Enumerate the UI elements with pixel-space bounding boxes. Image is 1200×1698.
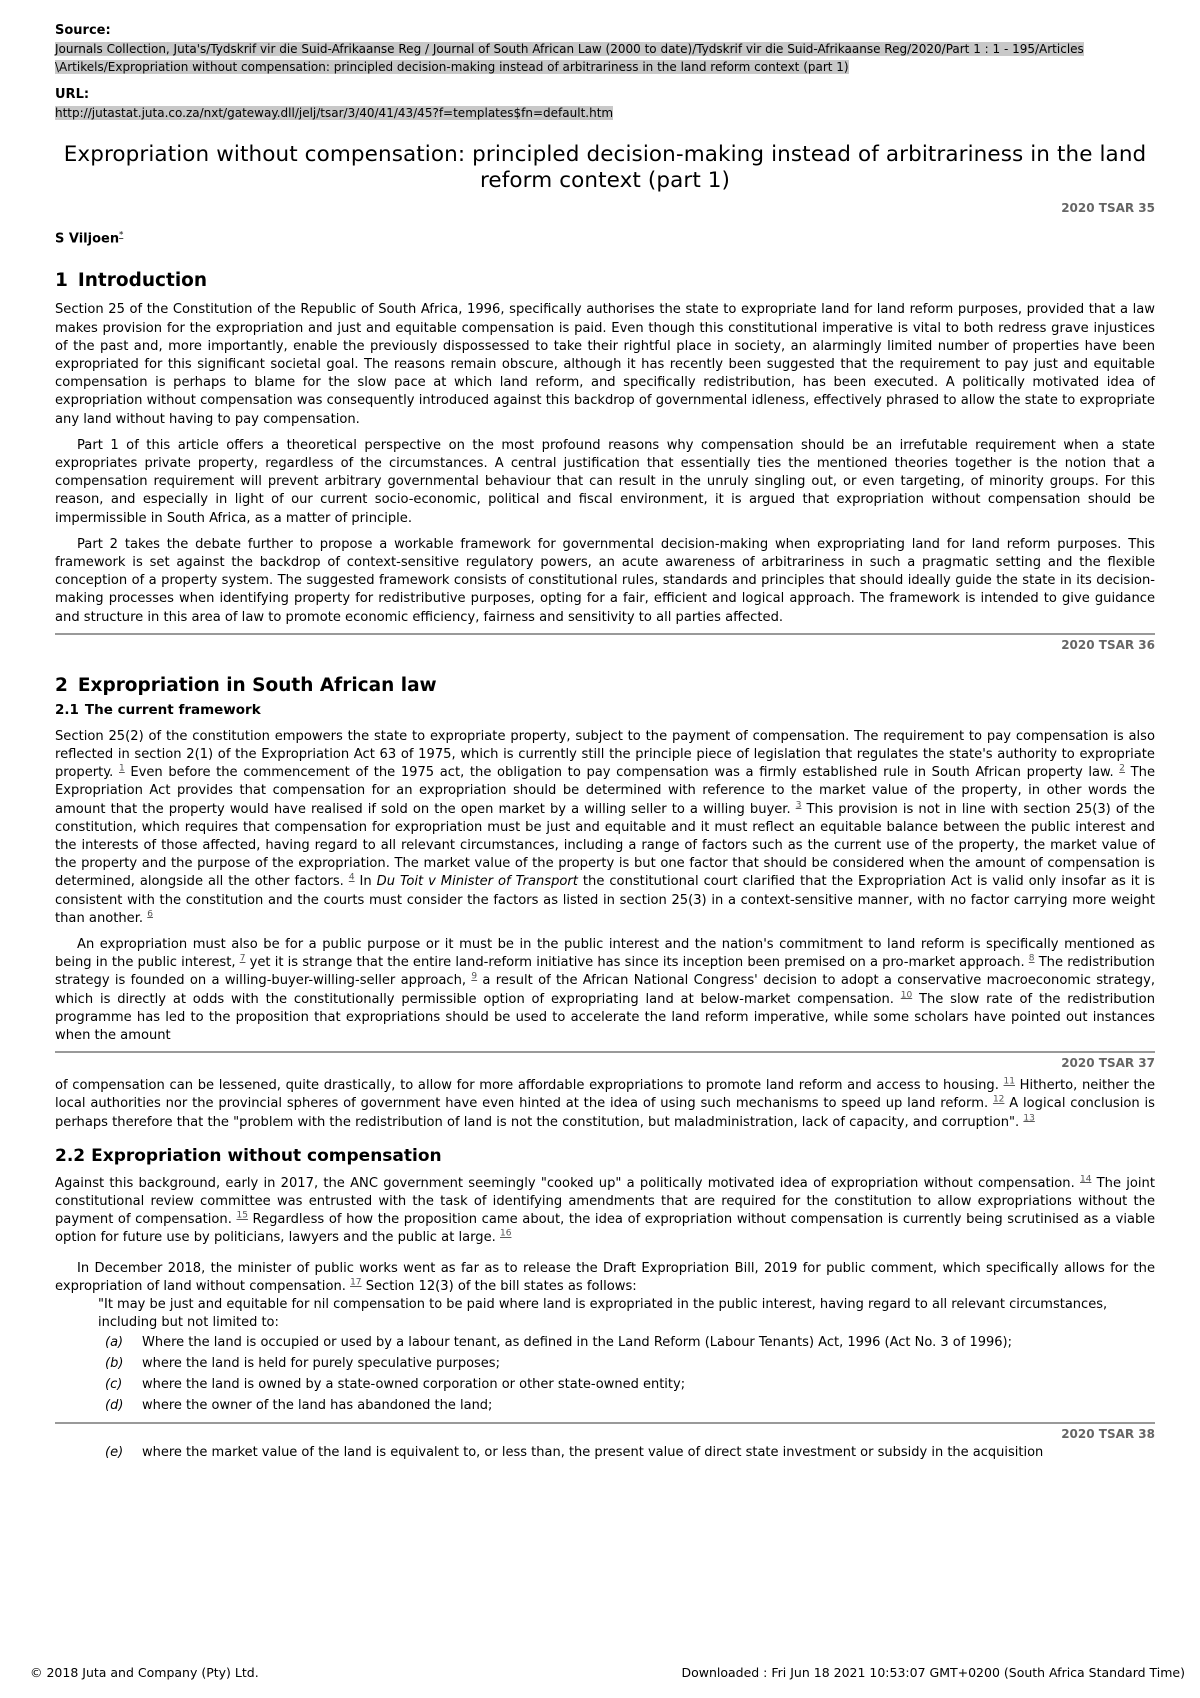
bill-items-list-continued xyxy=(105,1442,1155,1463)
item-label: (c) xyxy=(105,1377,123,1393)
footnote-link[interactable]: 7 xyxy=(239,953,246,964)
section-1-title: Introduction xyxy=(77,270,208,292)
subsection-2-2-number: 2.2 xyxy=(55,1145,86,1166)
list-item xyxy=(105,1442,1155,1463)
footnote-link[interactable]: 16 xyxy=(500,1229,512,1240)
page-ref-35: 2020 TSAR 35 xyxy=(1061,201,1155,215)
intro-paragraph-2: Part 1 of this article offers a theoretical perspective on the most profound reasons why compensation should be an irrefutable requirement when a state expropriates private property, regardless of the circumstances. A central justification that essentially ties the mentioned theories together is the notion that a compensation requirement will prevent arbitrary governmental behaviour that can result in the unruly singling out, or even targeting, of minority groups. For this reason, and especially in light of our current socio-economic, political and fiscal environment, it is argued that expropriation without compensation should be impermissible in South Africa, as a matter of principle. xyxy=(55,437,1155,526)
list-item xyxy=(105,1374,1155,1395)
bill-items-list xyxy=(105,1332,1155,1416)
page-ref-38: 2020 TSAR 38 xyxy=(1061,1427,1155,1442)
footnote-link[interactable]: 14 xyxy=(1080,1174,1092,1185)
framework-paragraph-3: of compensation can be lessened, quite drastically, to allow for more affordable expropriations to promote land reform and access to housing. $^{11}$ Hitherto, neither the local authorities nor the provincial spheres of government have even hinted at the idea of using such mechanisms to speed up land reform. $^{12}$ A logical conclusion is perhaps therefore that the "problem with the redistribution of land is not the constitution, but maladministration, lack of capacity, and corruption". $^{13}$ xyxy=(55,1076,1155,1130)
url-label: URL: xyxy=(55,87,90,102)
section-2-title: Expropriation in South African law xyxy=(77,674,437,696)
page-ref-37: 2020 TSAR 37 xyxy=(1061,1056,1155,1071)
subsection-2-1-number: 2.1 xyxy=(55,701,79,718)
subsection-2-1-heading xyxy=(55,701,1155,719)
article-title: Expropriation without compensation: principled decision-making instead of arbitrariness in the land reform context (part 1) xyxy=(63,142,1147,193)
framework-paragraph-2: An expropriation must also be for a public purpose or it must be in the public interest and the nation's commitment to land reform is specifically mentioned as being in the public interest, $^7$ yet it is strange that the entire land-reform initiative has since its inception been premised on a pro-market approach. $^8$ The redistribution strategy is founded on a willing-buyer-willing-seller approach, $^9$ a result of the African National Congress' decision to adopt a conservative macroeconomic strategy, which is directly at odds with the constitutionally permissible option of expropriating land at below-market compensation. $^{10}$ The slow rate of the redistribution programme has led to the proposition that expropriations should be used to accelerate the land reform imperative, while some scholars have pointed out instances when the amount xyxy=(55,937,1156,1044)
copyright-notice: © 2018 Juta and Company (Pty) Ltd. xyxy=(30,1665,259,1680)
ewc-paragraph-2: In December 2018, the minister of public works went as far as to release the Draft Expropriation Bill, 2019 for public comment, which specifically allows for the expropriation of land without compensation. $^{17}$ Section 12(3) of the bill states as follows: xyxy=(55,1260,1155,1294)
subsection-2-2-title: Expropriation without compensation xyxy=(91,1145,442,1166)
list-item xyxy=(105,1332,1155,1353)
intro-paragraph-1: Section 25 of the Constitution of the Republic of South Africa, 1996, specifically authorises the state to expropriate land for land reform purposes, provided that a law makes provision for the expropriation and just and equitable compensation is paid. Even though this constitutional imperative is vital to both redress grave injustices of the past and, more importantly, enable the previously dispossessed to take their rightful place in society, an alarmingly limited number of properties have been expropriated for this significant societal goal. The reasons remain obscure, although it has recently been suggested that the requirement to pay just and equitable compensation is perhaps to blame for the slow pace at which land reform, and specifically redistribution, has been executed. A politically motivated idea of expropriation without compensation was consequently introduced against this backdrop of governmental idleness, effectively phrased to allow the state to expropriate any land without having to pay compensation. xyxy=(55,302,1155,427)
page-divider xyxy=(55,1051,1155,1053)
item-label: (a) xyxy=(105,1335,124,1351)
footnote-link[interactable]: 8 xyxy=(1028,953,1035,964)
footnote-link[interactable]: 17 xyxy=(350,1277,362,1288)
source-text: Journals Collection, Juta's/Tydskrif vir die Suid-Afrikaanse Reg / Journal of South African Law (2000 to date)/Tydskrif vir die Suid-Afrikaanse Reg/2020/Part 1 : 1 - 195/Articles \Artikels/Expropriation without compensation: principled decision-making instead of arbitrariness in the land reform context (part 1) xyxy=(55,42,1084,74)
footnote-link[interactable]: 3 xyxy=(795,800,802,811)
author xyxy=(55,226,1155,248)
section-2-number: 2 xyxy=(55,674,68,696)
footnote-link[interactable]: 4 xyxy=(348,873,355,884)
author-name: S Viljoen xyxy=(55,231,120,247)
item-label: (d) xyxy=(105,1398,124,1414)
list-item xyxy=(105,1395,1155,1416)
footnote-link[interactable]: 10 xyxy=(900,990,913,1001)
document-page xyxy=(55,22,1155,1463)
list-item xyxy=(105,1353,1155,1374)
intro-paragraph-3: Part 2 takes the debate further to propose a workable framework for governmental decision-making when expropriating land for land reform purposes. This framework is set against the backdrop of context-sensitive regulatory powers, an acute awareness of arbitrariness in such a pragmatic setting and the flexible conception of a property system. The suggested framework consists of constitutional rules, standards and principles that should ideally guide the state in its decision-making processes when identifying property for redistributive purposes, opting for a fair, efficient and logical approach. The framework is intended to give guidance and structure in this area of law to promote economic efficiency, fairness and sensitivity to all parties affected. xyxy=(55,536,1155,625)
source-value xyxy=(55,40,1155,76)
ewc-paragraph-1: Against this background, early in 2017, the ANC government seemingly "cooked up" a politically motivated idea of expropriation without compensation. $^{14}$ The joint constitutional review committee was entrusted with the task of identifying amendments that are required for the constitution to allow expropriations without the payment of compensation. $^{15}$ Regardless of how the proposition came about, the idea of expropriation without compensation is currently being scrutinised as a viable option for future use by politicians, lawyers and the public at large. $^{16}$ xyxy=(55,1174,1155,1246)
footnote-link[interactable]: 12 xyxy=(992,1095,1005,1106)
footnote-link[interactable]: 15 xyxy=(236,1210,248,1221)
item-text: where the land is held for purely speculative purposes; xyxy=(142,1356,500,1372)
subsection-2-2-heading xyxy=(55,1144,1155,1168)
item-label: (e) xyxy=(105,1445,124,1461)
section-2-heading xyxy=(55,674,1155,698)
framework-paragraph-1: Section 25(2) of the constitution empowers the state to expropriate property, subject to the payment of compensation. The requirement to pay compensation is also reflected in section 2(1) of the Expropriation Act 63 of 1975, which is currently still the principle piece of legislation that regulates the state's authority to expropriate property. $^1$ Even before the commencement of the 1975 act, the obligation to pay compensation was a firmly established rule in South African property law. $^2$ The Expropriation Act provides that compensation for an expropriation should be determined with reference to the market value of the property, in other words the amount that the property would have realised if sold on the open market by a willing seller to a willing buyer. $^3$ This provision is not in line with section 25(3) of the constitution, which requires that compensation for expropriation must be just and equitable and it must reflect an equitable balance between the public interest and the interests of those affected, having regard to all relevant circumstances, including a range of factors such as the current use of the property, the market value of the property and the purpose of the expropriation. The market value of the property is but one factor that should be considered when the amount of compensation is determined, alongside all the other factors. $^4$ In Du Toit v Minister of Transport the constitutional court clarified that the Expropriation Act is valid only insofar as it is consistent with the constitution and the courts must consider the factors as listed in section 25(3) in a context-sensitive manner, with no factor carrying more weight than another. $^6$ xyxy=(55,728,1155,926)
item-text: where the land is owned by a state-owned corporation or other state-owned entity; xyxy=(142,1377,686,1393)
page-divider xyxy=(55,633,1155,635)
item-text: Where the land is occupied or used by a labour tenant, as defined in the Land Reform (Labour Tenants) Act, 1996 (Act No. 3 of 1996); xyxy=(142,1335,1012,1351)
subsection-2-1-title: The current framework xyxy=(84,701,261,718)
footnote-link[interactable]: 1 xyxy=(118,763,125,774)
footnote-link[interactable]: 6 xyxy=(147,909,153,920)
section-1-heading xyxy=(55,269,1155,293)
footnote-link[interactable]: 11 xyxy=(1003,1076,1015,1087)
bill-quote: "It may be just and equitable for nil compensation to be paid where land is expropriated in the public interest, having regard to all relevant circumstances, including but not limited to: xyxy=(98,1297,1108,1331)
section-1-number: 1 xyxy=(55,270,68,292)
case-name: Du Toit v Minister of Transport xyxy=(376,874,578,890)
item-text: where the owner of the land has abandoned the land; xyxy=(142,1398,493,1414)
url-value xyxy=(55,104,1155,122)
url-text[interactable]: http://jutastat.juta.co.za/nxt/gateway.dll/jelj/tsar/3/40/41/43/45?f=templates$fn=default.htm xyxy=(55,106,614,120)
page-ref-36: 2020 TSAR 36 xyxy=(1061,637,1155,652)
download-timestamp: Downloaded : Fri Jun 18 2021 10:53:07 GMT+0200 (South Africa Standard Time) xyxy=(681,1665,1185,1680)
item-label: (b) xyxy=(105,1356,124,1372)
footnote-link[interactable]: 9 xyxy=(471,972,478,983)
footnote-link[interactable]: 13 xyxy=(1023,1113,1035,1124)
footnote-link[interactable]: 2 xyxy=(1119,763,1126,774)
page-footer xyxy=(30,1665,1185,1680)
author-footnote-mark[interactable]: * xyxy=(119,230,124,239)
source-label: Source: xyxy=(55,23,111,38)
page-divider xyxy=(55,1422,1155,1424)
item-text: where the market value of the land is equivalent to, or less than, the present value of direct state investment or subsidy in the acquisition xyxy=(142,1445,1044,1461)
